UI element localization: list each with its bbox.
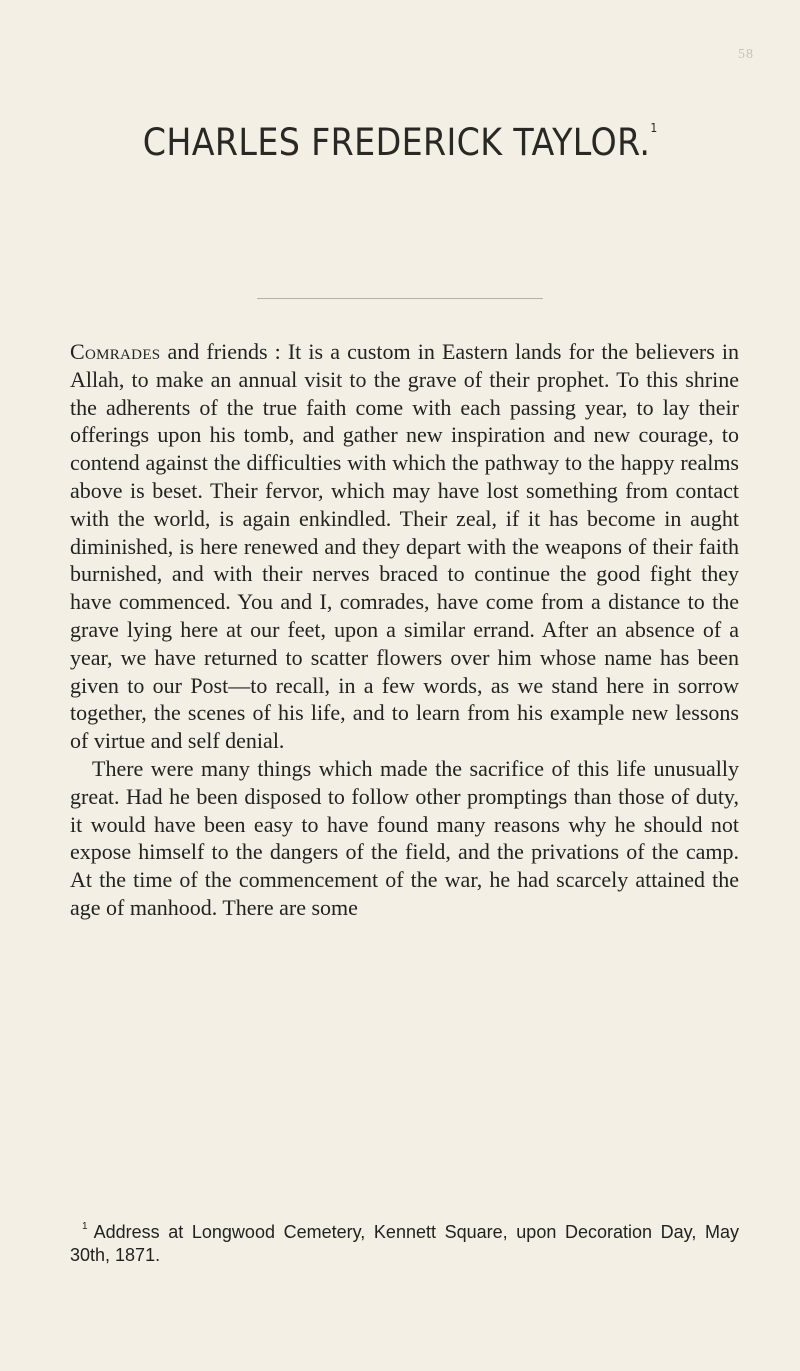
paragraph-1-text: and friends : It is a custom in Eastern lands for the believers in Allah, to make an annual visit to the grave of their prophet. To this shrine the adherents of the true faith come with each passing year, to lay their offerings upon his tomb, and gather new inspiration and new courage, to contend against the difficulties with which the pathway to the happy realms above is beset. Their fervor, which may have lost something from contact with the world, is again enkindled. Their zeal, if it has become in aught diminished, is here renewed and they depart with the weapons of their faith burnished, and with their nerves braced to continue the good fight they have commenced. You and I, comrades, have come from a distance to the grave lying here at our feet, upon a similar errand. After an absence of a year, we have returned to scatter flowers over him whose name has been given to our Post—to recall, in a few words, as we stand here in sorrow together, the scenes of his life, and to learn from his example new lessons of virtue and self denial. — [70, 339, 740, 754]
main-text — [70, 338, 739, 922]
paragraph-2: There were many things which made the sacrifice of this life unusually great. Had he been disposed to follow other promptings than those of duty, it would have been easy to have found many reasons why he should not expose himself to the dangers of the field, and the privations of the camp. At the time of the commencement of the war, he had scarcely attained the age of manhood. There are some — [70, 755, 739, 920]
footnote-text: Address at Longwood Cemetery, Kennett Square, upon Decoration Day, May 30th, 1871. — [70, 1222, 739, 1265]
paragraph-1 — [70, 338, 739, 755]
title-divider — [257, 298, 543, 299]
footnote — [70, 1218, 739, 1266]
footnote-marker: 1 — [82, 1221, 88, 1232]
page-title — [40, 121, 760, 164]
title-text: CHARLES FREDERICK TAYLOR. — [142, 121, 651, 164]
opening-word: Comrades — [70, 339, 161, 364]
page-number-mark: 58 — [738, 47, 754, 62]
footnote-reference: 1 — [650, 121, 658, 135]
